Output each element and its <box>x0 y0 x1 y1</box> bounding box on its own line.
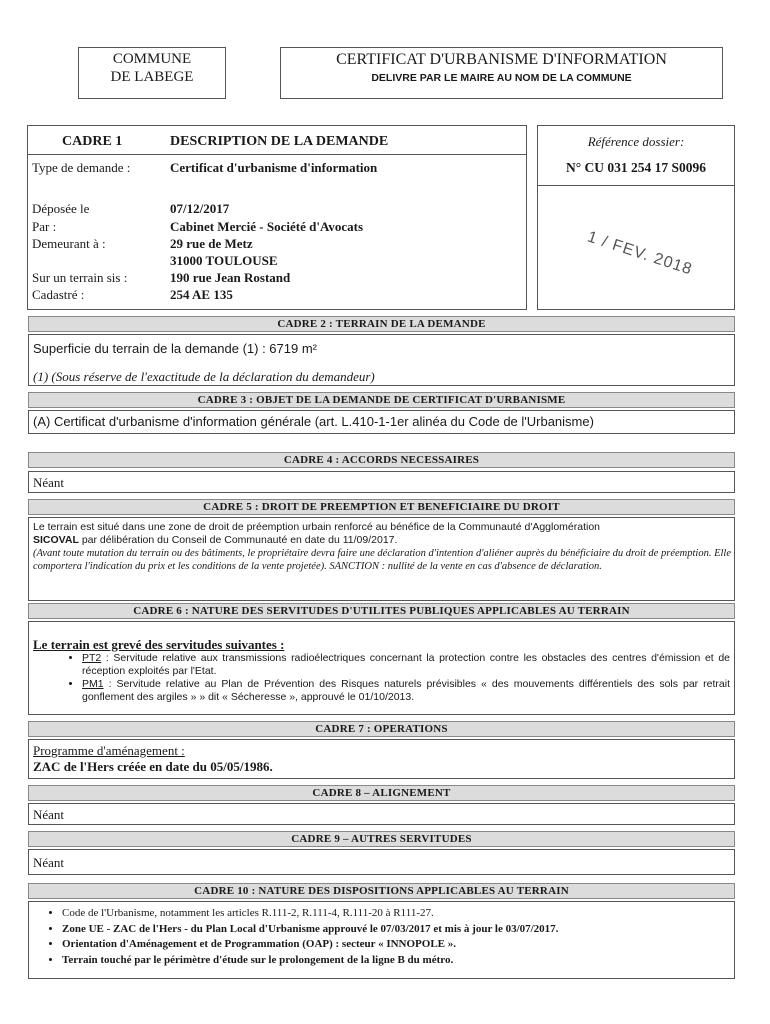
servitudes-list <box>50 652 730 704</box>
cadre9-text: Néant <box>33 855 65 870</box>
cadre5-text <box>33 521 731 573</box>
cadre2-title: CADRE 2 : TERRAIN DE LA DEMANDE <box>28 316 735 332</box>
cadre5-notice: (Avant toute mutation du terrain ou des bâtiments, le propriétaire devra faire une déclaration d'intention d'aliéner auprès du bénéficiaire du droit de préemption. Elle comportera l'indication du prix et les conditions de la vente projetée). SANCTION : nullité de la vente en cas d'absence de déclaration. <box>33 548 731 572</box>
cadre10-title: CADRE 10 : NATURE DES DISPOSITIONS APPLICABLES AU TERRAIN <box>28 883 735 899</box>
cadre9-box <box>28 849 735 875</box>
cadre9-title: CADRE 9 – AUTRES SERVITUDES <box>28 831 735 847</box>
disposition-item: • Code de l'Urbanisme, notamment les articles R.111-2, R.111-4, R.111-20 à R111-27. <box>62 906 730 922</box>
type-label: Type de demande : <box>32 160 131 175</box>
servitude-code: PT2 <box>82 652 102 664</box>
servitude-item <box>82 678 730 704</box>
document-subtitle: DELIVRE PAR LE MAIRE AU NOM DE LA COMMUNE <box>371 72 632 84</box>
cadre6-title: CADRE 6 : NATURE DES SERVITUDES D'UTILITES PUBLIQUES APPLICABLES AU TERRAIN <box>28 603 735 619</box>
commune-line-1: COMMUNE <box>112 51 192 67</box>
commune-line-2: DE LABEGE <box>110 69 194 85</box>
par-label: Par : <box>32 219 57 234</box>
deposee-label: Déposée le <box>32 201 90 216</box>
par-value: Cabinet Mercié - Société d'Avocats <box>170 219 364 234</box>
cadre6-intro: Le terrain est grevé des servitudes suivantes : <box>33 637 285 652</box>
servitude-item <box>82 652 730 678</box>
cadre1-heading: DESCRIPTION DE LA DEMANDE <box>170 134 389 149</box>
reference-label: Référence dossier: <box>587 134 685 149</box>
disposition-item: • Orientation d'Aménagement et de Programmation (OAP) : secteur « INNOPOLE ». <box>62 937 730 953</box>
disposition-item: • Terrain touché par le périmètre d'étude sur le prolongement de la ligne B du métro. <box>62 953 730 969</box>
cadre4-text: Néant <box>33 475 65 490</box>
reference-value: N° CU 031 254 17 S0096 <box>565 160 707 175</box>
demeurant-line2: 31000 TOULOUSE <box>170 253 278 268</box>
cadre4-title: CADRE 4 : ACCORDS NECESSAIRES <box>28 452 735 468</box>
cadre2-superficie: Superficie du terrain de la demande (1) : 6719 m² <box>33 341 317 356</box>
cadre4-box <box>28 471 735 493</box>
cadre8-title: CADRE 8 – ALIGNEMENT <box>28 785 735 801</box>
reference-box <box>537 125 735 310</box>
cadre5-deliberation: par délibération du Conseil de Communauté en date du 11/09/2017. <box>78 534 398 546</box>
servitude-code: PM1 <box>82 678 104 690</box>
deposee-value: 07/12/2017 <box>170 201 230 216</box>
cadre8-box <box>28 803 735 825</box>
document-title: CERTIFICAT D'URBANISME D'INFORMATION <box>336 51 667 68</box>
cadre7-programme: Programme d'aménagement : <box>33 743 185 758</box>
cadre5-line2 <box>33 534 731 547</box>
cadre5-title: CADRE 5 : DROIT DE PREEMPTION ET BENEFICIAIRE DU DROIT <box>28 499 735 515</box>
sicoval-name: SICOVAL <box>33 534 79 546</box>
cadre1-divider <box>28 154 526 155</box>
received-stamp: 1 / FEV. 2018 <box>585 228 695 279</box>
cadre8-text: Néant <box>33 807 65 822</box>
demeurant-line1: 29 rue de Metz <box>170 236 253 251</box>
cadre2-note: (1) (Sous réserve de l'exactitude de la déclaration du demandeur) <box>33 369 375 384</box>
cadre3-title: CADRE 3 : OBJET DE LA DEMANDE DE CERTIFICAT D'URBANISME <box>28 392 735 408</box>
demeurant-label: Demeurant à : <box>32 236 106 251</box>
cadre7-zac: ZAC de l'Hers créée en date du 05/05/1986. <box>33 759 273 774</box>
cadre3-text: (A) Certificat d'urbanisme d'information générale (art. L.410-1-1er alinéa du Code de l'Urbanisme) <box>33 414 594 429</box>
type-value: Certificat d'urbanisme d'information <box>170 160 378 175</box>
cadre1-label: CADRE 1 <box>62 134 123 149</box>
commune-name <box>78 50 226 86</box>
servitude-text: : Servitude relative au Plan de Prévention des Risques naturels prévisibles « des mouvements différentiels des sols par retrait gonflement des argiles » » dit « Sécheresse », approuvé le 01/10/2013. <box>82 678 730 703</box>
cadastre-label: Cadastré : <box>32 287 85 302</box>
terrain-label: Sur un terrain sis : <box>32 270 128 285</box>
cadre7-title: CADRE 7 : OPERATIONS <box>28 721 735 737</box>
dispositions-list <box>30 906 730 968</box>
terrain-value: 190 rue Jean Rostand <box>170 270 291 285</box>
servitude-text: : Servitude relative aux transmissions radioélectriques concernant la protection contre les obstacles des centres d'émission et de réception exploités par l'Etat. <box>82 652 730 677</box>
disposition-item: • Zone UE - ZAC de l'Hers - du Plan Local d'Urbanisme approuvé le 07/03/2017 et mis à jour le 03/07/2017. <box>62 922 730 938</box>
cadre5-line1: Le terrain est situé dans une zone de droit de préemption urbain renforcé au bénéfice de la Communauté d'Agglomération <box>33 521 601 533</box>
reference-divider <box>538 185 734 186</box>
cadastre-value: 254 AE 135 <box>170 287 233 302</box>
